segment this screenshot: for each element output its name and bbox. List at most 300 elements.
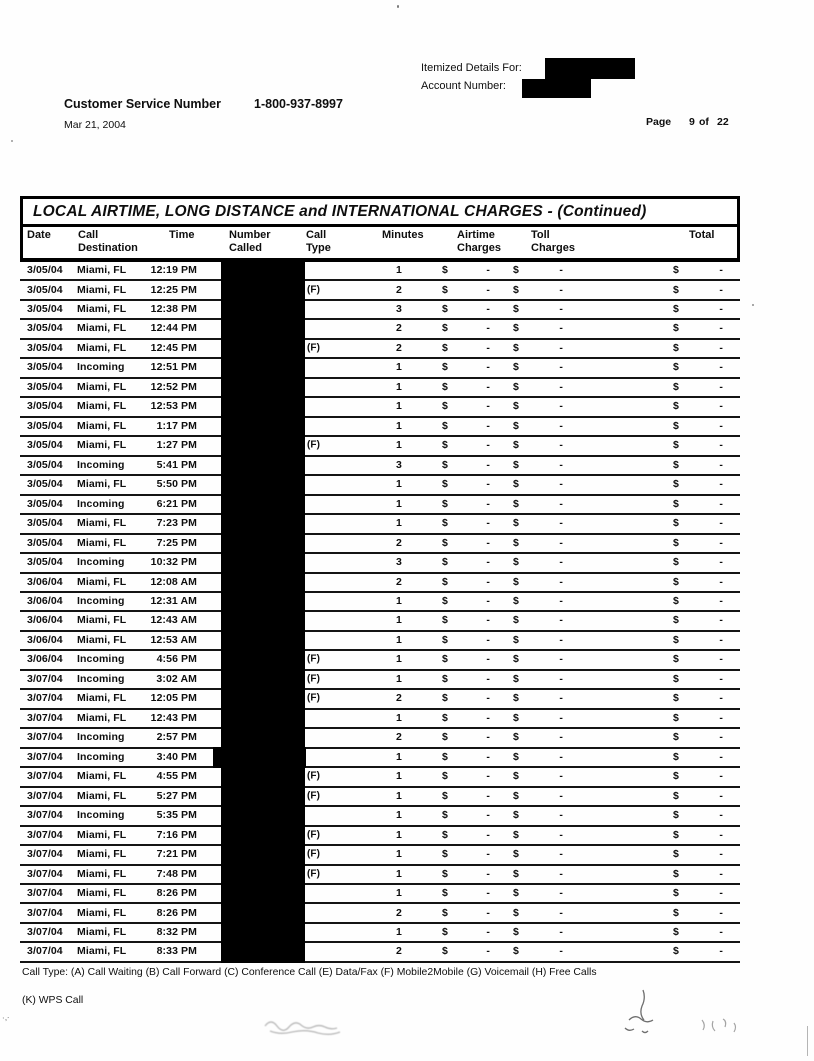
redaction-bar: [221, 455, 305, 476]
charge-value: -: [719, 925, 723, 938]
currency-symbol: $: [442, 633, 448, 646]
redaction-bar: [221, 844, 305, 865]
cell-minutes: 1: [396, 497, 402, 510]
cell-airtime-charges: [442, 322, 490, 334]
cell-date: 3/07/04: [27, 711, 63, 724]
currency-symbol: $: [513, 809, 519, 822]
cell-date: 3/07/04: [27, 750, 63, 763]
currency-symbol: $: [442, 595, 448, 607]
cell-airtime-charges: [442, 342, 490, 354]
cell-date: 3/07/04: [27, 809, 63, 822]
cell-toll-charges: [513, 595, 563, 607]
charge-value: -: [486, 478, 490, 491]
currency-symbol: $: [442, 439, 448, 452]
charge-value: -: [486, 867, 490, 880]
currency-symbol: $: [442, 614, 448, 627]
charge-value: -: [559, 497, 563, 510]
charge-value: -: [559, 692, 563, 705]
currency-symbol: $: [442, 770, 448, 783]
cell-destination: Incoming: [77, 361, 125, 374]
redaction-bar: [221, 688, 305, 709]
cell-toll-charges: [513, 829, 563, 841]
cell-minutes: 1: [396, 750, 402, 763]
currency-symbol: $: [442, 906, 448, 919]
cell-date: 3/07/04: [27, 789, 63, 802]
cell-destination: Miami, FL: [77, 945, 127, 958]
redaction-bar: [221, 669, 305, 690]
table-row: [20, 651, 740, 670]
cell-toll-charges: [513, 459, 563, 471]
currency-symbol: $: [513, 380, 519, 393]
currency-symbol: $: [673, 575, 679, 588]
charge-value: -: [486, 809, 490, 822]
redaction-bar: [221, 864, 305, 885]
column-header-airtime-charges: Airtime Charges: [457, 229, 502, 254]
currency-symbol: $: [513, 497, 519, 510]
charge-value: -: [559, 925, 563, 938]
charge-value: -: [719, 595, 723, 607]
page-total: 22: [717, 116, 729, 128]
charge-value: -: [486, 458, 490, 471]
redaction-bar: [221, 552, 305, 573]
currency-symbol: $: [513, 672, 519, 685]
cell-minutes: 3: [396, 556, 402, 569]
cell-destination: Miami, FL: [77, 400, 127, 413]
redaction-bar: [221, 260, 305, 281]
cell-time: 12:53 AM: [150, 633, 197, 646]
currency-symbol: $: [513, 536, 519, 549]
charge-value: -: [559, 887, 563, 900]
cell-time: 4:56 PM: [156, 653, 197, 666]
cell-destination: Miami, FL: [77, 633, 127, 646]
redaction-bar: [221, 708, 305, 729]
scan-artifact: [615, 988, 670, 1044]
cell-destination: Miami, FL: [77, 770, 127, 783]
redaction-bar: [221, 922, 305, 943]
charge-value: -: [559, 867, 563, 880]
cell-total: [673, 848, 723, 860]
cell-time: 3:02 AM: [156, 672, 197, 685]
currency-symbol: $: [513, 556, 519, 569]
charge-value: -: [486, 283, 490, 296]
page-label: Page: [646, 116, 672, 128]
cell-total: [673, 439, 723, 451]
cell-airtime-charges: [442, 420, 490, 432]
cell-total: [673, 342, 723, 354]
cell-date: 3/07/04: [27, 867, 63, 880]
cell-total: [673, 537, 723, 549]
cell-date: 3/07/04: [27, 945, 63, 958]
currency-symbol: $: [513, 400, 519, 413]
currency-symbol: $: [442, 322, 448, 335]
cell-destination: Miami, FL: [77, 848, 127, 861]
redaction-bar: [221, 318, 305, 339]
customer-service-label: Customer Service Number: [64, 97, 222, 111]
currency-symbol: $: [442, 478, 448, 491]
table-row: [20, 768, 740, 787]
charge-value: -: [559, 614, 563, 627]
currency-symbol: $: [442, 828, 448, 841]
charge-value: -: [486, 614, 490, 627]
charge-value: -: [719, 517, 723, 530]
cell-date: 3/07/04: [27, 770, 63, 783]
cell-airtime-charges: [442, 692, 490, 704]
table-row: [20, 612, 740, 631]
cell-total: [673, 284, 723, 296]
table-row: [20, 457, 740, 476]
currency-symbol: $: [673, 770, 679, 783]
redaction-bar: [221, 435, 305, 456]
cell-destination: Miami, FL: [77, 439, 127, 452]
wps-note: (K) WPS Call: [22, 995, 84, 1006]
charge-value: -: [486, 672, 490, 685]
currency-symbol: $: [513, 264, 519, 277]
charge-value: -: [559, 478, 563, 491]
cell-call-type: (F): [307, 692, 321, 704]
cell-destination: Miami, FL: [77, 711, 127, 724]
currency-symbol: $: [673, 848, 679, 861]
cell-total: [673, 322, 723, 334]
currency-symbol: $: [673, 789, 679, 802]
currency-symbol: $: [513, 322, 519, 335]
table-rows: [20, 262, 740, 963]
charge-value: -: [559, 906, 563, 919]
cell-date: 3/06/04: [27, 614, 63, 627]
charge-value: -: [719, 264, 723, 277]
charge-value: -: [486, 575, 490, 588]
cell-time: 12:52 PM: [150, 380, 197, 393]
charge-value: -: [486, 770, 490, 783]
redaction-bar: [221, 513, 305, 534]
cell-date: 3/05/04: [27, 283, 63, 296]
cell-time: 12:08 AM: [150, 575, 197, 588]
column-header-time: Time: [169, 229, 195, 241]
currency-symbol: $: [442, 419, 448, 432]
table-row: [20, 379, 740, 398]
currency-symbol: $: [673, 906, 679, 919]
cell-total: [673, 692, 723, 704]
cell-minutes: 2: [396, 322, 402, 335]
cell-toll-charges: [513, 420, 563, 432]
cell-total: [673, 926, 723, 938]
cell-time: 5:41 PM: [156, 458, 197, 471]
cell-total: [673, 945, 723, 957]
table-row: [20, 281, 740, 300]
currency-symbol: $: [513, 906, 519, 919]
cell-toll-charges: [513, 907, 563, 919]
cell-date: 3/07/04: [27, 731, 63, 744]
cell-airtime-charges: [442, 303, 490, 315]
charge-value: -: [719, 945, 723, 958]
account-number-label: Account Number:: [421, 80, 506, 92]
charge-value: -: [559, 711, 563, 724]
charge-value: -: [719, 536, 723, 549]
table-header-box: [20, 196, 740, 262]
scan-artifact: ·,·: [1, 1012, 10, 1023]
cell-time: 7:16 PM: [156, 828, 197, 841]
charge-value: -: [486, 887, 490, 900]
charge-value: -: [719, 380, 723, 393]
cell-total: [673, 303, 723, 315]
cell-toll-charges: [513, 790, 563, 802]
column-header-call-type: Call Type: [306, 229, 331, 254]
cell-destination: Incoming: [77, 497, 125, 510]
charge-value: -: [486, 322, 490, 335]
cell-call-type: (F): [307, 770, 321, 782]
redaction-bar: [221, 941, 305, 962]
cell-call-type: (F): [307, 653, 321, 665]
cell-call-type: (F): [307, 829, 321, 841]
charge-value: -: [486, 517, 490, 530]
currency-symbol: $: [673, 556, 679, 569]
charge-value: -: [559, 302, 563, 315]
table-row: [20, 943, 740, 962]
charge-value: -: [559, 458, 563, 471]
cell-minutes: 1: [396, 478, 402, 491]
table-row: [20, 671, 740, 690]
charge-value: -: [719, 653, 723, 666]
cell-time: 10:32 PM: [150, 556, 197, 569]
charge-value: -: [559, 672, 563, 685]
charge-value: -: [719, 731, 723, 744]
charge-value: -: [559, 809, 563, 822]
charge-value: -: [719, 750, 723, 763]
currency-symbol: $: [513, 750, 519, 763]
currency-symbol: $: [673, 478, 679, 491]
charge-value: -: [719, 478, 723, 491]
currency-symbol: $: [513, 692, 519, 705]
cell-date: 3/05/04: [27, 322, 63, 335]
charge-value: -: [719, 439, 723, 452]
charge-value: -: [559, 341, 563, 354]
cell-toll-charges: [513, 439, 563, 451]
table-row: [20, 749, 740, 768]
scan-artifact: [397, 5, 399, 8]
itemized-details-label: Itemized Details For:: [421, 62, 522, 74]
redaction-bar: [221, 299, 305, 320]
cell-airtime-charges: [442, 790, 490, 802]
cell-time: 7:21 PM: [156, 848, 197, 861]
currency-symbol: $: [442, 264, 448, 277]
redaction-bar: [221, 357, 305, 378]
charge-value: -: [486, 595, 490, 607]
cell-total: [673, 634, 723, 646]
charge-value: -: [719, 497, 723, 510]
table-row: [20, 340, 740, 359]
charge-value: -: [719, 322, 723, 335]
cell-date: 3/05/04: [27, 400, 63, 413]
table-row: [20, 885, 740, 904]
cell-call-type: (F): [307, 868, 321, 880]
currency-symbol: $: [673, 361, 679, 374]
redaction-bar: [221, 494, 305, 515]
charge-value: -: [719, 302, 723, 315]
cell-date: 3/05/04: [27, 361, 63, 374]
currency-symbol: $: [673, 283, 679, 296]
table-title: LOCAL AIRTIME, LONG DISTANCE and INTERNATIONAL CHARGES - (Continued): [23, 199, 737, 227]
cell-toll-charges: [513, 673, 563, 685]
cell-minutes: 1: [396, 439, 402, 452]
table-row: [20, 788, 740, 807]
cell-date: 3/05/04: [27, 536, 63, 549]
charge-value: -: [559, 517, 563, 530]
cell-minutes: 1: [396, 789, 402, 802]
cell-destination: Miami, FL: [77, 789, 127, 802]
cell-time: 8:33 PM: [156, 945, 197, 958]
cell-total: [673, 517, 723, 529]
cell-airtime-charges: [442, 556, 490, 568]
table-row: [20, 866, 740, 885]
cell-toll-charges: [513, 692, 563, 704]
currency-symbol: $: [442, 750, 448, 763]
currency-symbol: $: [513, 361, 519, 374]
cell-time: 8:32 PM: [156, 925, 197, 938]
charge-value: -: [486, 711, 490, 724]
charge-value: -: [719, 419, 723, 432]
currency-symbol: $: [673, 595, 679, 607]
table-row: [20, 535, 740, 554]
cell-minutes: 3: [396, 302, 402, 315]
cell-total: [673, 712, 723, 724]
redacted-account-name: [545, 58, 635, 79]
currency-symbol: $: [513, 925, 519, 938]
cell-toll-charges: [513, 303, 563, 315]
cell-airtime-charges: [442, 907, 490, 919]
cell-time: 12:31 AM: [150, 595, 197, 607]
cell-airtime-charges: [442, 576, 490, 588]
cell-time: 7:23 PM: [156, 517, 197, 530]
currency-symbol: $: [513, 633, 519, 646]
column-header-total: Total: [689, 229, 715, 241]
cell-toll-charges: [513, 614, 563, 626]
cell-date: 3/05/04: [27, 458, 63, 471]
cell-minutes: 1: [396, 925, 402, 938]
charge-value: -: [719, 711, 723, 724]
currency-symbol: $: [442, 887, 448, 900]
cell-minutes: 1: [396, 848, 402, 861]
cell-date: 3/07/04: [27, 887, 63, 900]
redaction-bar: [221, 591, 305, 612]
cell-toll-charges: [513, 945, 563, 957]
charge-value: -: [486, 341, 490, 354]
cell-date: 3/06/04: [27, 595, 63, 607]
cell-time: 5:50 PM: [156, 478, 197, 491]
cell-date: 3/06/04: [27, 653, 63, 666]
currency-symbol: $: [442, 556, 448, 569]
charge-value: -: [559, 322, 563, 335]
cell-minutes: 1: [396, 887, 402, 900]
cell-airtime-charges: [442, 809, 490, 821]
currency-symbol: $: [673, 809, 679, 822]
cell-total: [673, 868, 723, 880]
currency-symbol: $: [442, 283, 448, 296]
currency-symbol: $: [673, 672, 679, 685]
cell-time: 5:35 PM: [156, 809, 197, 822]
currency-symbol: $: [442, 848, 448, 861]
currency-symbol: $: [442, 575, 448, 588]
cell-toll-charges: [513, 770, 563, 782]
table-row: [20, 574, 740, 593]
table-row: [20, 690, 740, 709]
charge-value: -: [559, 848, 563, 861]
cell-airtime-charges: [442, 459, 490, 471]
scan-artifact: [698, 1012, 753, 1042]
cell-minutes: 1: [396, 809, 402, 822]
scan-artifact: [11, 140, 13, 142]
cell-minutes: 1: [396, 711, 402, 724]
cell-total: [673, 809, 723, 821]
charge-value: -: [559, 731, 563, 744]
cell-date: 3/07/04: [27, 925, 63, 938]
cell-time: 12:53 PM: [150, 400, 197, 413]
charge-value: -: [719, 906, 723, 919]
cell-toll-charges: [513, 634, 563, 646]
redaction-bar: [221, 902, 305, 923]
table-row: [20, 301, 740, 320]
currency-symbol: $: [442, 536, 448, 549]
cell-date: 3/07/04: [27, 828, 63, 841]
cell-date: 3/06/04: [27, 633, 63, 646]
currency-symbol: $: [513, 653, 519, 666]
charge-value: -: [559, 789, 563, 802]
table-row: [20, 593, 740, 612]
cell-toll-charges: [513, 361, 563, 373]
currency-symbol: $: [513, 517, 519, 530]
redaction-bar: [221, 416, 305, 437]
charge-value: -: [719, 575, 723, 588]
cell-call-type: (F): [307, 439, 321, 451]
cell-date: 3/05/04: [27, 556, 63, 569]
cell-toll-charges: [513, 264, 563, 276]
cell-minutes: 1: [396, 400, 402, 413]
cell-destination: Incoming: [77, 672, 125, 685]
charge-value: -: [559, 945, 563, 958]
charge-value: -: [486, 380, 490, 393]
cell-total: [673, 478, 723, 490]
charge-value: -: [559, 653, 563, 666]
cell-minutes: 2: [396, 575, 402, 588]
cell-destination: Incoming: [77, 809, 125, 822]
column-header-toll-charges: Toll Charges: [531, 229, 576, 254]
cell-time: 3:40 PM: [156, 750, 197, 763]
cell-time: 12:44 PM: [150, 322, 197, 335]
currency-symbol: $: [673, 419, 679, 432]
cell-airtime-charges: [442, 537, 490, 549]
cell-destination: Miami, FL: [77, 478, 127, 491]
currency-symbol: $: [442, 672, 448, 685]
redaction-bar: [221, 338, 305, 359]
charge-value: -: [559, 828, 563, 841]
currency-symbol: $: [442, 497, 448, 510]
charge-value: -: [486, 828, 490, 841]
cell-destination: Miami, FL: [77, 828, 127, 841]
cell-total: [673, 614, 723, 626]
cell-minutes: 2: [396, 283, 402, 296]
charge-value: -: [719, 692, 723, 705]
charge-value: -: [559, 556, 563, 569]
table-row: [20, 846, 740, 865]
cell-date: 3/05/04: [27, 497, 63, 510]
cell-total: [673, 653, 723, 665]
cell-time: 1:27 PM: [156, 439, 197, 452]
cell-minutes: 2: [396, 945, 402, 958]
charge-value: -: [719, 283, 723, 296]
cell-call-type: (F): [307, 673, 321, 685]
cell-total: [673, 790, 723, 802]
table-row: [20, 262, 740, 281]
cell-minutes: 3: [396, 458, 402, 471]
currency-symbol: $: [513, 595, 519, 607]
